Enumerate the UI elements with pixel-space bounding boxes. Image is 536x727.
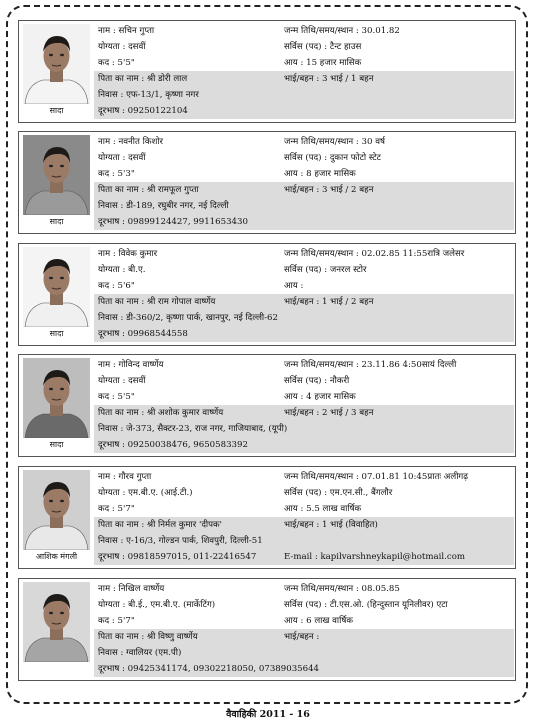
field-height: कद : 5'5" bbox=[98, 392, 135, 402]
photo-caption: सादा bbox=[49, 440, 64, 449]
info-row bbox=[94, 389, 514, 405]
info-row bbox=[94, 150, 514, 166]
photo-caption: आशिक मंगली bbox=[35, 552, 78, 561]
profile-card bbox=[18, 131, 516, 234]
info-row bbox=[94, 533, 514, 549]
info-row bbox=[94, 517, 514, 533]
info-row bbox=[94, 597, 514, 613]
profile-card bbox=[18, 20, 516, 123]
info-row bbox=[94, 357, 514, 373]
info-row bbox=[94, 39, 514, 55]
info-row bbox=[94, 501, 514, 517]
info-row bbox=[94, 103, 514, 119]
profile-photo bbox=[23, 358, 90, 438]
field-education: योग्यता : बी.ए. bbox=[98, 265, 146, 275]
field-name: नाम : निखिल वार्ष्णेय bbox=[98, 584, 165, 594]
info-row bbox=[94, 71, 514, 87]
field-address: निवास : एफ-13/1, कृष्णा नगर bbox=[98, 90, 199, 100]
field-income: आय : 5.5 लाख वार्षिक bbox=[284, 504, 362, 514]
field-service: सर्विस (पद) : जनरल स्टोर bbox=[284, 265, 367, 275]
field-phone: दूरभाष : 09818597015, 011-22416547 bbox=[98, 552, 257, 562]
info-row bbox=[94, 134, 514, 150]
info-row bbox=[94, 421, 514, 437]
field-income: आय : bbox=[284, 281, 304, 291]
field-service: सर्विस (पद) : नौकरी bbox=[284, 376, 350, 386]
field-education: योग्यता : एम.बी.ए. (आई.टी.) bbox=[98, 488, 193, 498]
info-row bbox=[94, 661, 514, 677]
field-height: कद : 5'7" bbox=[98, 504, 135, 514]
field-dob: जन्म तिथि/समय/स्थान : 07.01.81 10:45प्रातः अलीगढ़ bbox=[284, 472, 469, 482]
profile-photo bbox=[23, 470, 90, 550]
photo-caption: सादा bbox=[49, 217, 64, 226]
profile-card bbox=[18, 243, 516, 346]
field-phone: दूरभाष : 09250122104 bbox=[98, 106, 188, 116]
info-row bbox=[94, 246, 514, 262]
field-siblings: भाई/बहन : 3 भाई / 1 बहन bbox=[284, 74, 374, 84]
field-name: नाम : गोविन्द वार्ष्णेय bbox=[98, 360, 164, 370]
field-father: पिता का नाम : श्री अशोक कुमार वार्ष्णेय bbox=[98, 408, 224, 418]
info-row bbox=[94, 613, 514, 629]
photo-caption: सादा bbox=[49, 329, 64, 338]
field-height: कद : 5'7" bbox=[98, 616, 135, 626]
field-siblings: भाई/बहन : bbox=[284, 632, 320, 642]
field-siblings: भाई/बहन : 1 भाई / 2 बहन bbox=[284, 297, 374, 307]
field-dob: जन्म तिथि/समय/स्थान : 08.05.85 bbox=[284, 584, 400, 594]
field-father: पिता का नाम : श्री राम गोपाल वार्ष्णेय bbox=[98, 297, 216, 307]
info-row bbox=[94, 214, 514, 230]
info-row bbox=[94, 166, 514, 182]
info-row bbox=[94, 629, 514, 645]
field-siblings: भाई/बहन : 2 भाई / 3 बहन bbox=[284, 408, 374, 418]
field-income: आय : 15 हजार मासिक bbox=[284, 58, 362, 68]
field-address: निवास : ग्वालियर (एम.पी) bbox=[98, 648, 182, 658]
field-education: योग्यता : दसवीं bbox=[98, 42, 146, 52]
info-row bbox=[94, 373, 514, 389]
field-service: सर्विस (पद) : एम.एन.सी., बैंगलौर bbox=[284, 488, 393, 498]
profile-photo-box bbox=[21, 23, 92, 118]
field-name: नाम : गौरव गुप्ता bbox=[98, 472, 152, 482]
field-phone: दूरभाष : 09899124427, 9911653430 bbox=[98, 217, 248, 227]
field-address: निवास : जे-373, सैक्टर-23, राज नगर, गाजियाबाद, (यूपी) bbox=[98, 424, 288, 434]
field-address: निवास : डी-189, रघुबीर नगर, नई दिल्ली bbox=[98, 201, 229, 211]
field-father: पिता का नाम : श्री विष्णु वार्ष्णेय bbox=[98, 632, 198, 642]
field-income: आय : 4 हजार मासिक bbox=[284, 392, 356, 402]
field-education: योग्यता : दसवीं bbox=[98, 153, 146, 163]
field-service: सर्विस (पद) : टैन्ट हाउस bbox=[284, 42, 362, 52]
profile-photo bbox=[23, 135, 90, 215]
page-footer: वैवाहिकी 2011 - 16 bbox=[226, 709, 310, 720]
field-income: आय : 6 लाख वार्षिक bbox=[284, 616, 353, 626]
info-row bbox=[94, 326, 514, 342]
info-row bbox=[94, 294, 514, 310]
field-dob: जन्म तिथि/समय/स्थान : 23.11.86 4:50सायं दिल्ली bbox=[284, 360, 457, 370]
info-row bbox=[94, 262, 514, 278]
profile-card bbox=[18, 578, 516, 681]
info-row bbox=[94, 182, 514, 198]
profile-card bbox=[18, 354, 516, 457]
field-father: पिता का नाम : श्री रामफूल गुप्ता bbox=[98, 185, 199, 195]
field-height: कद : 5'6" bbox=[98, 281, 135, 291]
field-height: कद : 5'3" bbox=[98, 169, 135, 179]
field-education: योग्यता : दसवीं bbox=[98, 376, 146, 386]
field-father: पिता का नाम : श्री डोरी लाल bbox=[98, 74, 188, 84]
field-email[interactable]: E-mail : kapilvarshneykapil@hotmail.com bbox=[284, 552, 466, 562]
profile-photo bbox=[23, 582, 90, 662]
info-row bbox=[94, 645, 514, 661]
field-height: कद : 5'5" bbox=[98, 58, 135, 68]
info-row bbox=[94, 581, 514, 597]
info-row bbox=[94, 469, 514, 485]
field-address: निवास : डी-360/2, कृष्णा पार्क, खानपुर, नई दिल्ली-62 bbox=[98, 313, 278, 323]
info-row bbox=[94, 198, 514, 214]
field-service: सर्विस (पद) : दुकान फोटो स्टेट bbox=[284, 153, 381, 163]
info-row bbox=[94, 437, 514, 453]
field-dob: जन्म तिथि/समय/स्थान : 30 वर्ष bbox=[284, 137, 385, 147]
profile-photo-box bbox=[21, 469, 92, 564]
field-dob: जन्म तिथि/समय/स्थान : 30.01.82 bbox=[284, 26, 400, 36]
field-name: नाम : विवेक कुमार bbox=[98, 249, 158, 259]
field-address: निवास : ए-16/3, गोल्डन पार्क, शिवपुरी, दिल्ली-51 bbox=[98, 536, 263, 546]
info-row bbox=[94, 485, 514, 501]
field-siblings: भाई/बहन : 1 भाई (विवाहित) bbox=[284, 520, 378, 530]
photo-caption: सादा bbox=[49, 106, 64, 115]
field-phone: दूरभाष : 09425341174, 09302218050, 07389035644 bbox=[98, 664, 320, 674]
info-row bbox=[94, 310, 514, 326]
field-dob: जन्म तिथि/समय/स्थान : 02.02.85 11:55रात्रि जलेसर bbox=[284, 249, 465, 259]
info-row bbox=[94, 23, 514, 39]
field-name: नाम : सचिन गुप्ता bbox=[98, 26, 155, 36]
info-row bbox=[94, 549, 514, 565]
field-phone: दूरभाष : 09968544558 bbox=[98, 329, 188, 339]
field-father: पिता का नाम : श्री निर्मल कुमार 'दीपक' bbox=[98, 520, 222, 530]
field-education: योग्यता : बी.ई., एम.बी.ए. (मार्केटिंग) bbox=[98, 600, 216, 610]
field-income: आय : 8 हजार मासिक bbox=[284, 169, 356, 179]
info-row bbox=[94, 278, 514, 294]
field-phone: दूरभाष : 09250038476, 9650583392 bbox=[98, 440, 248, 450]
profile-photo-box bbox=[21, 357, 92, 452]
profile-photo bbox=[23, 247, 90, 327]
field-name: नाम : नवनीत किशोर bbox=[98, 137, 164, 147]
info-row bbox=[94, 405, 514, 421]
profile-photo-box bbox=[21, 581, 92, 676]
profile-photo-box bbox=[21, 134, 92, 229]
profile-photo bbox=[23, 24, 90, 104]
profile-photo-box bbox=[21, 246, 92, 341]
profile-card bbox=[18, 466, 516, 569]
info-row bbox=[94, 55, 514, 71]
field-service: सर्विस (पद) : टी.एस.ओ. (हिन्दुस्तान यूनिलीवर) एटा bbox=[284, 600, 448, 610]
info-row bbox=[94, 87, 514, 103]
field-siblings: भाई/बहन : 3 भाई / 2 बहन bbox=[284, 185, 374, 195]
